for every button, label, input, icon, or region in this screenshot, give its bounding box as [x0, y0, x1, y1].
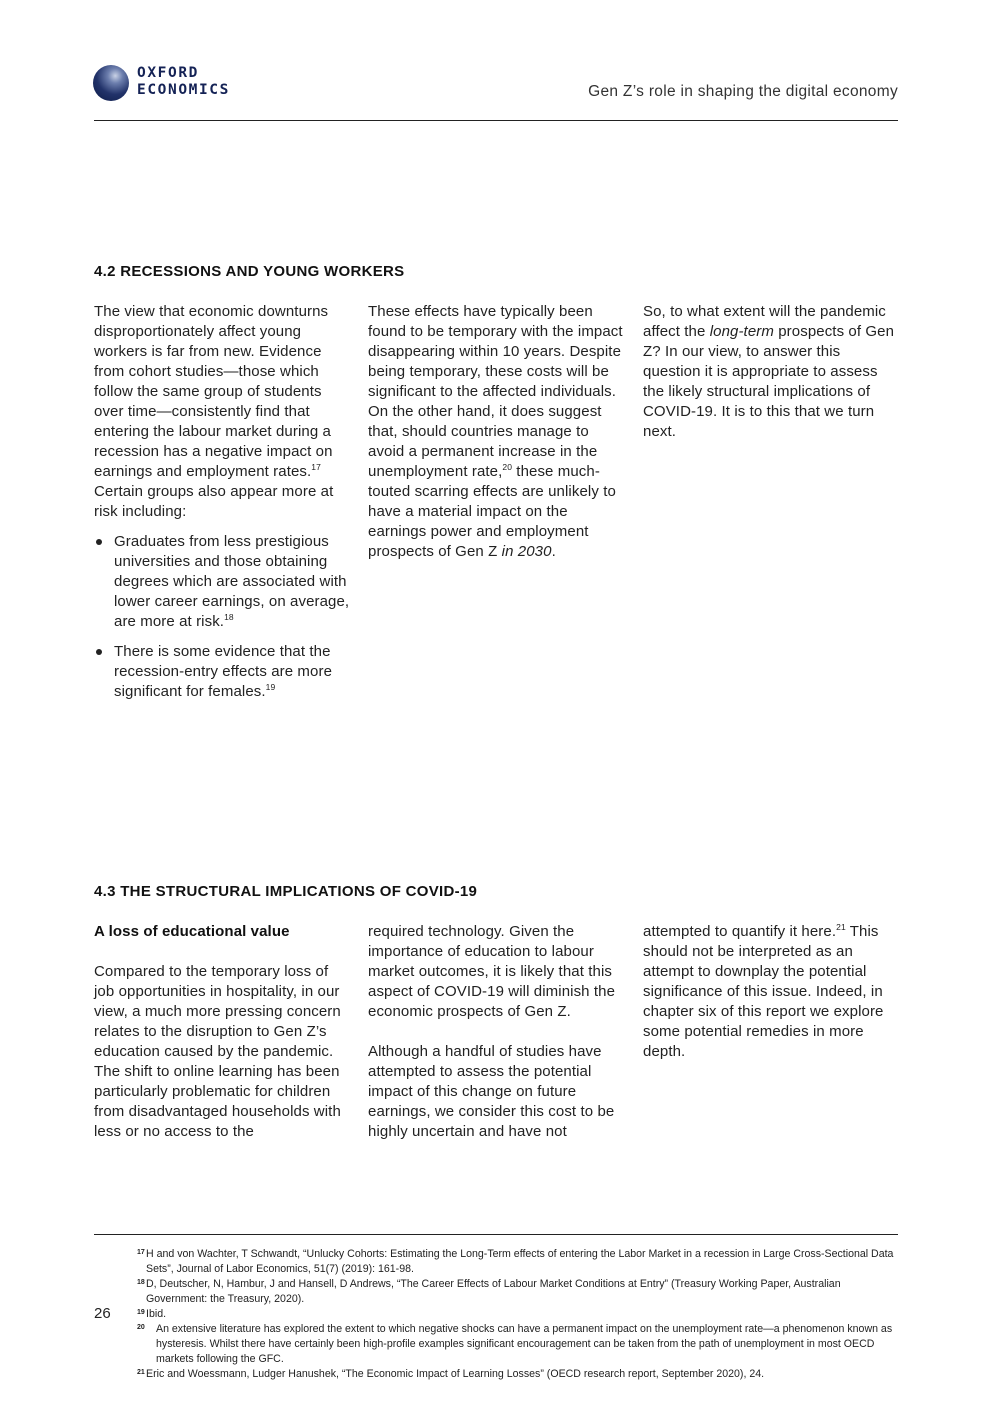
report-title: Gen Z’s role in shaping the digital economy — [588, 83, 898, 100]
text-run: The view that economic downturns disproportionately affect young workers is far from new. Evidence from cohort studies—those which follow the same group of students over time—consistently find that entering the labour market during a recession has a negative impact on earnings and employment rates. — [94, 303, 333, 480]
globe-icon — [93, 65, 129, 101]
logo-line-2: ECONOMICS — [137, 82, 230, 98]
footnote-ref: 21 — [836, 922, 846, 932]
text-run: Graduates from less prestigious universities and those obtaining degrees which are associated with lower career earnings, on average, are more at risk. — [114, 533, 350, 630]
paragraph — [94, 302, 350, 522]
footnote-text: H and von Wachter, T Schwandt, “Unlucky Cohorts: Estimating the Long-Term effects of entering the Labor Market in a recession in Large Cross-Sectional Data Sets”, Journal of Labor Economics, 51(7) (2019): 161-98. — [146, 1248, 894, 1275]
emphasis-text: in 2030 — [501, 543, 552, 560]
footnote-ref: 17 — [311, 462, 321, 472]
section-4-2-column-2 — [368, 302, 624, 572]
section-4-2-column-1 — [94, 302, 350, 712]
footnote — [137, 1307, 899, 1322]
footnote — [137, 1367, 899, 1382]
emphasis-text: long-term — [709, 323, 774, 340]
text-run: Certain groups also appear more at risk including: — [94, 483, 334, 520]
footnote-divider — [94, 1234, 898, 1235]
footnote-text: Ibid. — [146, 1308, 167, 1320]
text-run: . — [551, 543, 556, 560]
section-4-3-column-2 — [368, 922, 624, 1152]
logo-text — [137, 65, 230, 99]
footnote-text: An extensive literature has explored the extent to which negative shocks can have a permanent impact on the unemployment rate—a phenomenon known as hysteresis. Whilst there have certainly been high-profile examples significant encouragement can be taken from the path of unemployment in most OECD markets following the GFC. — [156, 1323, 893, 1365]
paragraph: Although a handful of studies have attempted to assess the potential impact of this change on future earnings, we consider this cost to be highly uncertain and have not — [368, 1043, 615, 1140]
footnote-number: 21 — [137, 1369, 145, 1376]
text-run: There is some evidence that the recession-entry effects are more significant for females. — [114, 643, 333, 700]
text-run: So, to what extent will the pandemic affect the — [643, 303, 886, 340]
footnote-ref: 18 — [224, 612, 234, 622]
footnotes — [137, 1247, 899, 1382]
text-run: These effects have typically been found to be temporary with the impact disappearing within 10 years. Despite being temporary, these costs will be significant to the affected individuals. On the other hand, it does suggest that, should countries manage to avoid a permanent increase in the unemployment rate, — [368, 303, 623, 480]
paragraph — [643, 302, 899, 442]
header-divider — [94, 120, 898, 121]
footnote — [137, 1322, 899, 1367]
footnote-ref: 19 — [265, 682, 276, 692]
paragraph: Compared to the temporary loss of job opportunities in hospitality, in our view, a much more pressing concern relates to the disruption to Gen Z’s education caused by the pandemic. The shift to online learning has been particularly problematic for children from disadvantaged households with less or no access to the — [94, 963, 341, 1140]
footnote — [137, 1277, 899, 1307]
footnote-number: 19 — [137, 1309, 145, 1316]
oxford-economics-logo — [93, 64, 230, 102]
logo-line-1: OXFORD — [137, 65, 199, 81]
section-heading-4-3: 4.3 THE STRUCTURAL IMPLICATIONS OF COVID-19 — [94, 883, 478, 900]
footnote-number: 18 — [137, 1279, 145, 1286]
footnote-ref: 20 — [502, 462, 513, 472]
paragraph: required technology. Given the importance of education to labour market outcomes, it is likely that this aspect of COVID-19 will diminish the economic prospects of Gen Z. — [368, 923, 616, 1020]
subheading: A loss of educational value — [94, 923, 290, 940]
section-heading-4-2: 4.2 RECESSIONS AND YOUNG WORKERS — [94, 263, 405, 280]
paragraph — [368, 302, 624, 562]
text-run: attempted to quantify it here. — [643, 923, 837, 940]
section-4-2-column-3 — [643, 302, 899, 452]
text-run: This should not be interpreted as an attempt to downplay the potential significance of this issue. Indeed, in chapter six of this report we explore some potential remedies in more depth. — [643, 923, 884, 1060]
list-item — [94, 532, 350, 632]
section-4-3-column-1 — [94, 922, 350, 1152]
paragraph — [643, 922, 899, 1062]
text-run: prospects of Gen Z? In our view, to answer this question it is appropriate to assess the likely structural implications of COVID-19. It is to this that we turn next. — [643, 323, 895, 440]
footnote-text: D, Deutscher, N, Hambur, J and Hansell, D Andrews, “The Career Effects of Labour Market Conditions at Entry” (Treasury Working Paper, Australian Government: the Treasury, 2020). — [146, 1278, 841, 1305]
footnote-number: 17 — [137, 1249, 145, 1256]
bullet-list — [94, 532, 350, 702]
footnote-number: 20 — [137, 1324, 145, 1331]
footnote — [137, 1247, 899, 1277]
section-4-3-column-3 — [643, 922, 899, 1072]
page-number: 26 — [94, 1305, 111, 1322]
text-run: these much-touted scarring effects are unlikely to have a material impact on the earnings power and employment prospects of Gen Z — [368, 463, 616, 560]
footnote-text: Eric and Woessmann, Ludger Hanushek, “The Economic Impact of Learning Losses” (OECD research report, September 2020), 24. — [146, 1368, 765, 1380]
list-item — [94, 642, 350, 702]
